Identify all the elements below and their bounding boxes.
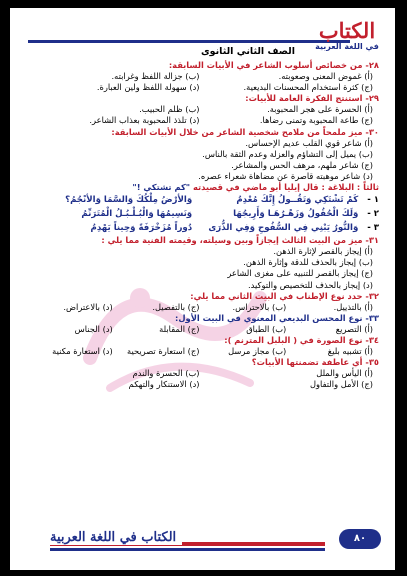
question-28-options-row-2 (26, 82, 379, 93)
verse-first-hemistich: وَالنُّورُ يَبْنِي فِي السُّفُوحِ وَفِي الذُّرَى (208, 223, 359, 234)
option: (ج) كثرة استخدام المحسنات البديعية. (243, 82, 373, 93)
verse-second-hemistich: دُوراً مُزَخْرَفَةً وَحِيناً يَهْدِمُ (90, 223, 193, 234)
section-3-label: ثالثاً : البلاغة : قال إيليا أبو ماضي في قصيدته (192, 182, 379, 193)
page-footer (10, 526, 395, 560)
verse-second-hemistich: وَالأرْضُ مِلْكُكَ وَالسَّمَا وَالأنْجُمُ؟ (65, 195, 193, 206)
option: (أ) اليأس والملل (316, 368, 373, 379)
option: (د) استعارة مكنية (52, 346, 113, 357)
option: (أ) غموض المعنى وصعوبته. (278, 71, 373, 82)
verse-first-hemistich: كَمْ تَشْتَكِي وَتَقُــولُ إِنَّكَ مُعْدِمُ (236, 195, 359, 206)
header-divider (28, 40, 350, 43)
option: (ب) الطباق (246, 323, 287, 334)
question-30: ٣٠- ميز ملمحاً من ملامح شخصية الشاعر من خلال الأبيات السابقة: (111, 126, 379, 137)
verse-number: ١ - (367, 195, 379, 206)
verse-1 (26, 193, 379, 207)
brand-subtitle: في اللغة العربية (315, 42, 379, 51)
question-35: ٣٥- أي عاطفة تضمنتها الأبيات؟ (251, 357, 379, 368)
option: (د) الجناس (74, 323, 113, 334)
question-29-options-row-1 (26, 104, 379, 115)
question-35-options-row-1 (26, 368, 379, 379)
document-page (10, 8, 395, 570)
option: (أ) شاعر قوي القلب عديم الإحساس. (245, 137, 373, 148)
option: (ج) الأمل والتفاول (310, 379, 373, 390)
verse-second-hemistich: وَنَسِيمُهَا وَالْبُـلْـبُـلُ الْمُتَرَنِّمُ (81, 209, 193, 220)
option: (أ) الحسرة على هجر المحبوبة. (267, 104, 373, 115)
question-31: ٣١- ميز من البيت الثالث إيجازاً وبين وسيلته، وقيمته الفنية مما يلي : (101, 235, 379, 246)
option: (ج) إيجاز بالقصر للتنبيه على مغزى الشاعر (227, 268, 373, 279)
option: (ب) إيجاز بالحذف للدقة وإثارة الذهن. (243, 257, 373, 268)
option: (ج) طاعة المحبوبة وتمنى رضاها. (259, 115, 373, 126)
option: (أ) بالتذييل. (333, 301, 373, 312)
option: (ج) بالتفصيل. (152, 301, 200, 312)
question-33-options (26, 324, 379, 335)
option: (ب) يميل إلى التشاؤم والعزلة وعدم الثقة بالناس. (202, 148, 373, 159)
option: (ب) بالاحتراس. (232, 301, 287, 312)
brand-logo (313, 20, 381, 52)
page-number-badge: ٨٠ (339, 529, 381, 549)
question-28-options-row-1 (26, 71, 379, 82)
verse-2 (26, 207, 379, 221)
option: (أ) التصريع (335, 323, 373, 334)
question-34-options (26, 346, 379, 357)
question-34: ٣٤- نوع الصورة في ( البلبل المترنم ): (224, 334, 379, 345)
verse-3 (26, 221, 379, 235)
question-32-options (26, 302, 379, 313)
verse-number: ٢ - (367, 209, 379, 220)
option: (ج) المقابلة (159, 323, 200, 334)
footer-stripe (50, 548, 325, 551)
section-3-quote: "كم تشتكي !" (132, 182, 191, 193)
option: (د) شاعر موهبته قاصرة عن مضاهاة شعراء عصره. (198, 170, 373, 181)
question-29-options-row-2 (26, 115, 379, 126)
option: (د) الاستنكار والتهكم (128, 379, 200, 390)
question-29: ٢٩- استنتج الفكرة العامة للأبيات: (245, 93, 379, 104)
option: (د) إيجاز بالحذف للتخصيص والتوكيد. (248, 279, 373, 290)
verse-first-hemistich: وَلَكَ الْحُقُولُ وَزَهْـرُهَـا وَأَرِيجُهَا (233, 209, 359, 220)
option: (ب) الحسرة والندم (132, 368, 200, 379)
verse-number: ٣ - (367, 223, 379, 234)
option: (أ) تشبيه بليغ (327, 346, 373, 357)
option: (ب) مجاز مرسل (228, 346, 287, 357)
option: (أ) إيجاز بالقصر لإثارة الذهن. (273, 246, 373, 257)
question-28: ٢٨- من خصائص أسلوب الشاعر في الأبيات السابقة: (168, 60, 379, 70)
option: (د) تلذذ المحبوبة بعذاب الشاعر. (89, 115, 200, 126)
question-33: ٣٣- نوع المحسن البديعي المعنوي في البيت الأول: (175, 312, 379, 323)
option: (ج) استعارة تصريحية (127, 346, 200, 357)
question-32: ٣٢- حدد نوع الإطناب في البيت الثاني مما يلي: (190, 290, 379, 301)
option: (ب) جزالة اللفظ وغرابته. (111, 71, 200, 82)
option: (د) سهولة اللفظ ولين العبارة. (96, 82, 200, 93)
question-35-options-row-2 (26, 379, 379, 390)
grade-label: الصف الثاني الثانوى (200, 46, 295, 57)
section-3-heading (26, 182, 379, 193)
questions-content (26, 60, 379, 390)
footer-title: الكتاب في اللغة العربية (44, 530, 182, 545)
brand-logo-text: الكتاب (318, 18, 376, 43)
option: (د) بالاعتراض. (63, 301, 113, 312)
option: (ب) ظلم الحبيب. (139, 104, 200, 115)
option: (ج) شاعر ملهم، مرهف الحس والمشاعر. (231, 159, 373, 170)
